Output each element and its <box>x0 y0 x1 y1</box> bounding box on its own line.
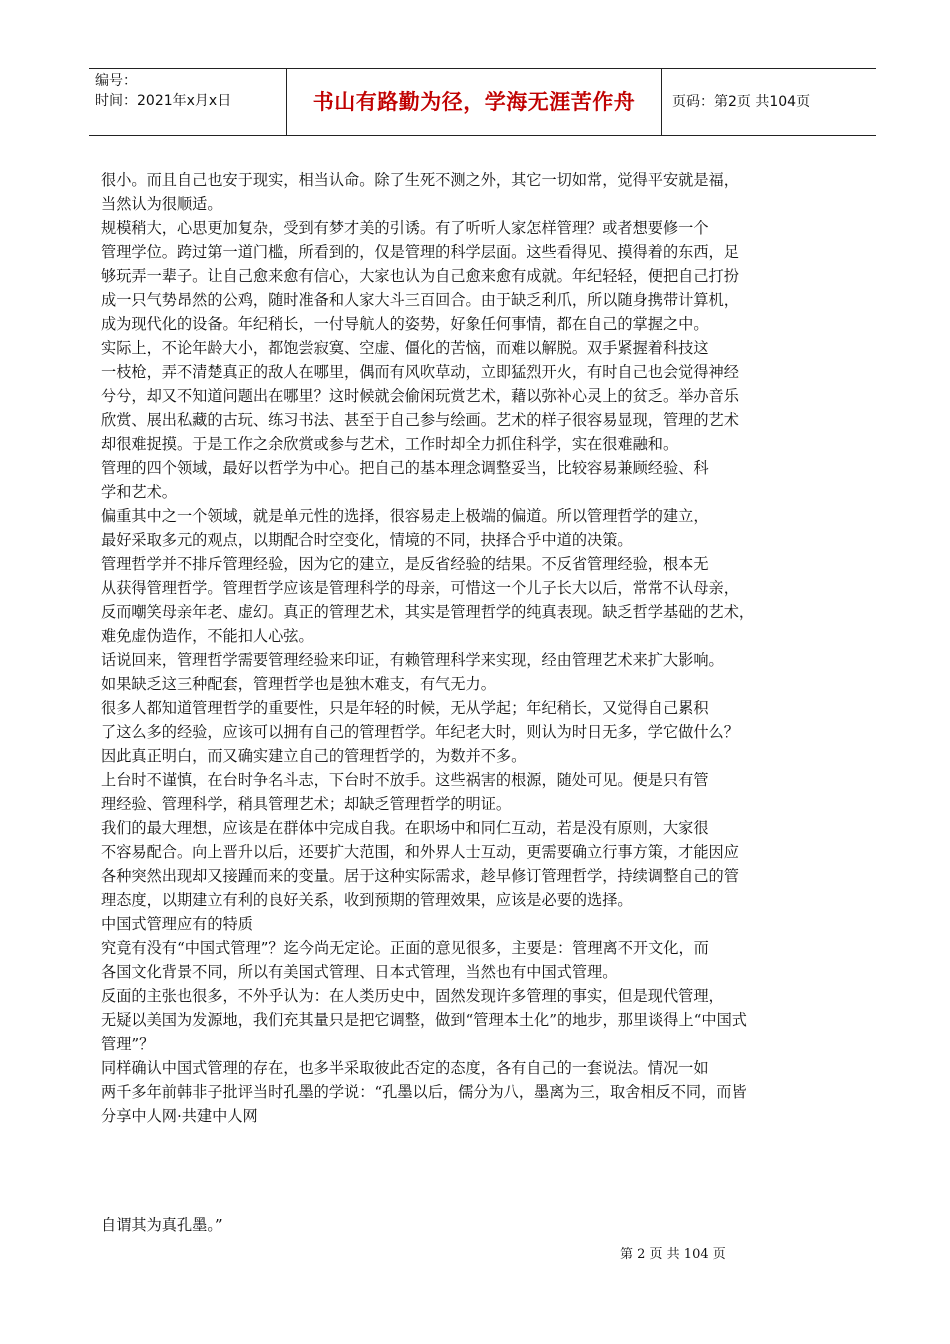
header-page-code: 页码：第2页 共104页 <box>672 94 811 110</box>
body-text <box>101 168 821 1128</box>
body-line: 管理的四个领域，最好以哲学为中心。把自己的基本理念调整妥当，比较容易兼顾经验、科 <box>101 459 709 477</box>
body-line: 各种突然出现却又接踵而来的变量。居于这种实际需求，趁早修订管理哲学，持续调整自己的管 <box>101 867 739 885</box>
body-line: 成一只气势昂然的公鸡，随时准备和人家大斗三百回合。由于缺乏利爪，所以随身携带计算机， <box>101 291 739 309</box>
body-line: 了这么多的经验，应该可以拥有自己的管理哲学。年纪老大时，则认为时日无多，学它做什么？ <box>101 723 739 741</box>
body-line: 反而嘲笑母亲年老、虚幻。真正的管理艺术，其实是管理哲学的纯真表现。缺乏哲学基础的艺术， <box>101 603 755 621</box>
body-line: 很多人都知道管理哲学的重要性，只是年轻的时候，无从学起；年纪稍长，又觉得自己累积 <box>101 699 709 717</box>
header-time-label: 时间：2021年x月x日 <box>95 93 232 109</box>
body-line: 成为现代化的设备。年纪稍长，一付导航人的姿势，好象任何事情，都在自己的掌握之中。 <box>101 315 709 333</box>
body-line: 兮兮，却又不知道问题出在哪里？这时候就会偷闲玩赏艺术，藉以弥补心灵上的贫乏。举办音乐 <box>101 387 739 405</box>
body-line: 话说回来，管理哲学需要管理经验来印证，有赖管理科学来实现，经由管理艺术来扩大影响。 <box>101 651 724 669</box>
body-line: 中国式管理应有的特质 <box>101 915 253 933</box>
body-line: 最好采取多元的观点，以期配合时空变化，情境的不同，抉择合乎中道的决策。 <box>101 531 633 549</box>
header-meta <box>95 71 231 111</box>
body-line: 从获得管理哲学。管理哲学应该是管理科学的母亲，可惜这一个儿子长大以后，常常不认母亲， <box>101 579 739 597</box>
header-divider-right <box>661 69 662 135</box>
body-line: 无疑以美国为发源地，我们充其量只是把它调整，做到“管理本土化”的地步，那里谈得上“中国式 <box>101 1011 747 1029</box>
body-line: 当然认为很顺适。 <box>101 195 223 213</box>
header-number-label: 编号： <box>95 73 137 89</box>
body-line: 管理学位。跨过第一道门槛，所看到的，仅是管理的科学层面。这些看得见、摸得着的东西，足 <box>101 243 739 261</box>
body-line: 实际上，不论年龄大小，都饱尝寂寞、空虚、僵化的苦恼，而难以解脱。双手紧握着科技这 <box>101 339 709 357</box>
body-line: 偏重其中之一个领域，就是单元性的选择，很容易走上极端的偏道。所以管理哲学的建立， <box>101 507 709 525</box>
body-line: 一枝枪，弄不清楚真正的敌人在哪里，偶而有风吹草动，立即猛烈开火，有时自己也会觉得神经 <box>101 363 739 381</box>
body-line: 如果缺乏这三种配套，管理哲学也是独木难支，有气无力。 <box>101 675 496 693</box>
body-tail-line: 自谓其为真孔墨。” <box>101 1216 223 1234</box>
body-line: 反面的主张也很多，不外乎认为：在人类历史中，固然发现许多管理的事实，但是现代管理， <box>101 987 724 1005</box>
body-line: 理经验、管理科学，稍具管理艺术；却缺乏管理哲学的明证。 <box>101 795 512 813</box>
body-line: 难免虚伪造作，不能扣人心弦。 <box>101 627 314 645</box>
page-footer: 第 2 页 共 104 页 <box>620 1247 726 1262</box>
body-line: 上台时不谨慎，在台时争名斗志，下台时不放手。这些祸害的根源，随处可见。便是只有管 <box>101 771 709 789</box>
body-line: 够玩弄一辈子。让自己愈来愈有信心，大家也认为自己愈来愈有成就。年纪轻轻，便把自己打扮 <box>101 267 739 285</box>
body-line: 分享中人网·共建中人网 <box>101 1107 258 1125</box>
body-line: 管理哲学并不排斥管理经验，因为它的建立，是反省经验的结果。不反省管理经验，根本无 <box>101 555 709 573</box>
body-line: 不容易配合。向上晋升以后，还要扩大范围，和外界人士互动，更需要确立行事方策，才能因应 <box>101 843 739 861</box>
body-line: 因此真正明白，而又确实建立自己的管理哲学的，为数并不多。 <box>101 747 527 765</box>
body-line: 规模稍大，心思更加复杂，受到有梦才美的引诱。有了听听人家怎样管理？或者想要修一个 <box>101 219 709 237</box>
header-motto: 书山有路勤为径，学海无涯苦作舟 <box>312 90 636 114</box>
body-line: 两千多年前韩非子批评当时孔墨的学说：“孔墨以后，儒分为八，墨离为三，取舍相反不同，而皆 <box>101 1083 747 1101</box>
body-line: 同样确认中国式管理的存在，也多半采取彼此否定的态度，各有自己的一套说法。情况一如 <box>101 1059 709 1077</box>
body-line: 各国文化背景不同，所以有美国式管理、日本式管理，当然也有中国式管理。 <box>101 963 618 981</box>
body-line: 究竟有没有“中国式管理”？迄今尚无定论。正面的意见很多，主要是：管理离不开文化，而 <box>101 939 709 957</box>
body-line: 我们的最大理想，应该是在群体中完成自我。在职场中和同仁互动，若是没有原则，大家很 <box>101 819 709 837</box>
body-line: 很小。而且自己也安于现实，相当认命。除了生死不测之外，其它一切如常，觉得平安就是福， <box>101 171 739 189</box>
body-line: 却很难捉摸。于是工作之余欣赏或参与艺术，工作时却全力抓住科学，实在很难融和。 <box>101 435 679 453</box>
body-line: 管理”？ <box>101 1035 155 1053</box>
page-header <box>89 68 876 136</box>
body-line: 理态度，以期建立有利的良好关系，收到预期的管理效果，应该是必要的选择。 <box>101 891 633 909</box>
body-line: 欣赏、展出私藏的古玩、练习书法、甚至于自己参与绘画。艺术的样子很容易显现，管理的艺术 <box>101 411 739 429</box>
body-line: 学和艺术。 <box>101 483 177 501</box>
